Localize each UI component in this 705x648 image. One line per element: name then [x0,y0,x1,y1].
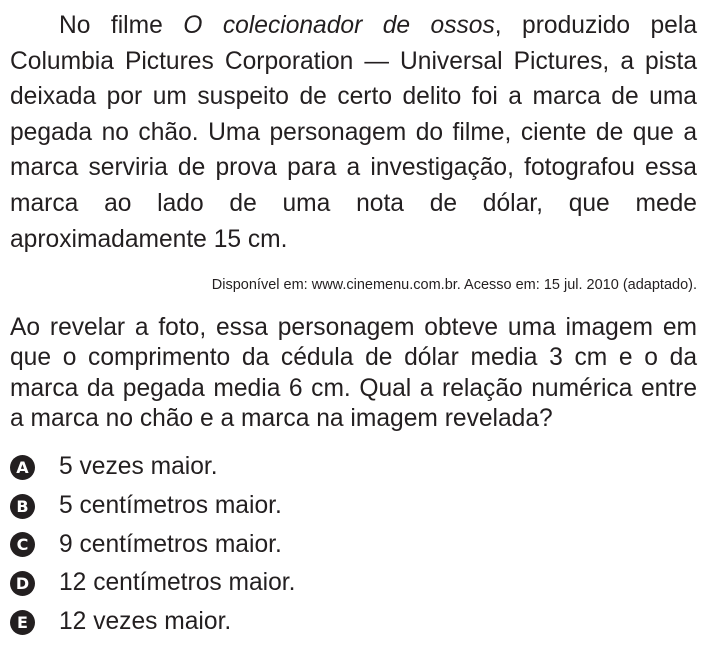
option-a-text: 5 vezes maior. [59,453,218,481]
passage-intro: No filme [59,12,184,39]
option-d-letter-badge: D [10,571,35,596]
option-c-letter-badge: C [10,532,35,557]
passage-text [10,8,697,257]
option-d[interactable] [10,564,295,603]
option-a-letter-badge: A [10,455,35,480]
option-e-letter-badge: E [10,610,35,635]
option-d-text: 12 centímetros maior. [59,569,296,597]
option-c-text: 9 centímetros maior. [59,530,282,558]
source-citation: Disponível em: www.cinemenu.com.br. Acesso em: 15 jul. 2010 (adaptado). [211,277,697,293]
option-c[interactable] [10,525,295,564]
option-b-text: 5 centímetros maior. [59,492,282,520]
question-text: Ao revelar a foto, essa personagem obteve uma imagem em que o comprimento da cédula de dólar media 3 cm e o da marca da pegada media 6 cm. Qual a relação numérica entre a marca no chão e a marca na imagem revelada? [10,314,697,432]
answer-options [10,448,295,641]
option-b-letter-badge: B [10,494,35,519]
option-e[interactable] [10,603,295,642]
passage-body: , produzido pela Columbia Pictures Corporation — Universal Pictures, a pista deixada por um suspeito de certo delito foi a marca de uma pegada no chão. Uma personagem do filme, ciente de que a marca serviria de prova para a investigação, fotografou essa marca ao lado de uma nota de dólar, que mede aproximadamente 15 cm. [10,12,697,253]
option-b[interactable] [10,487,295,526]
option-a[interactable] [10,448,295,487]
film-title: O colecionador de ossos [183,12,495,39]
option-e-text: 12 vezes maior. [59,608,232,636]
